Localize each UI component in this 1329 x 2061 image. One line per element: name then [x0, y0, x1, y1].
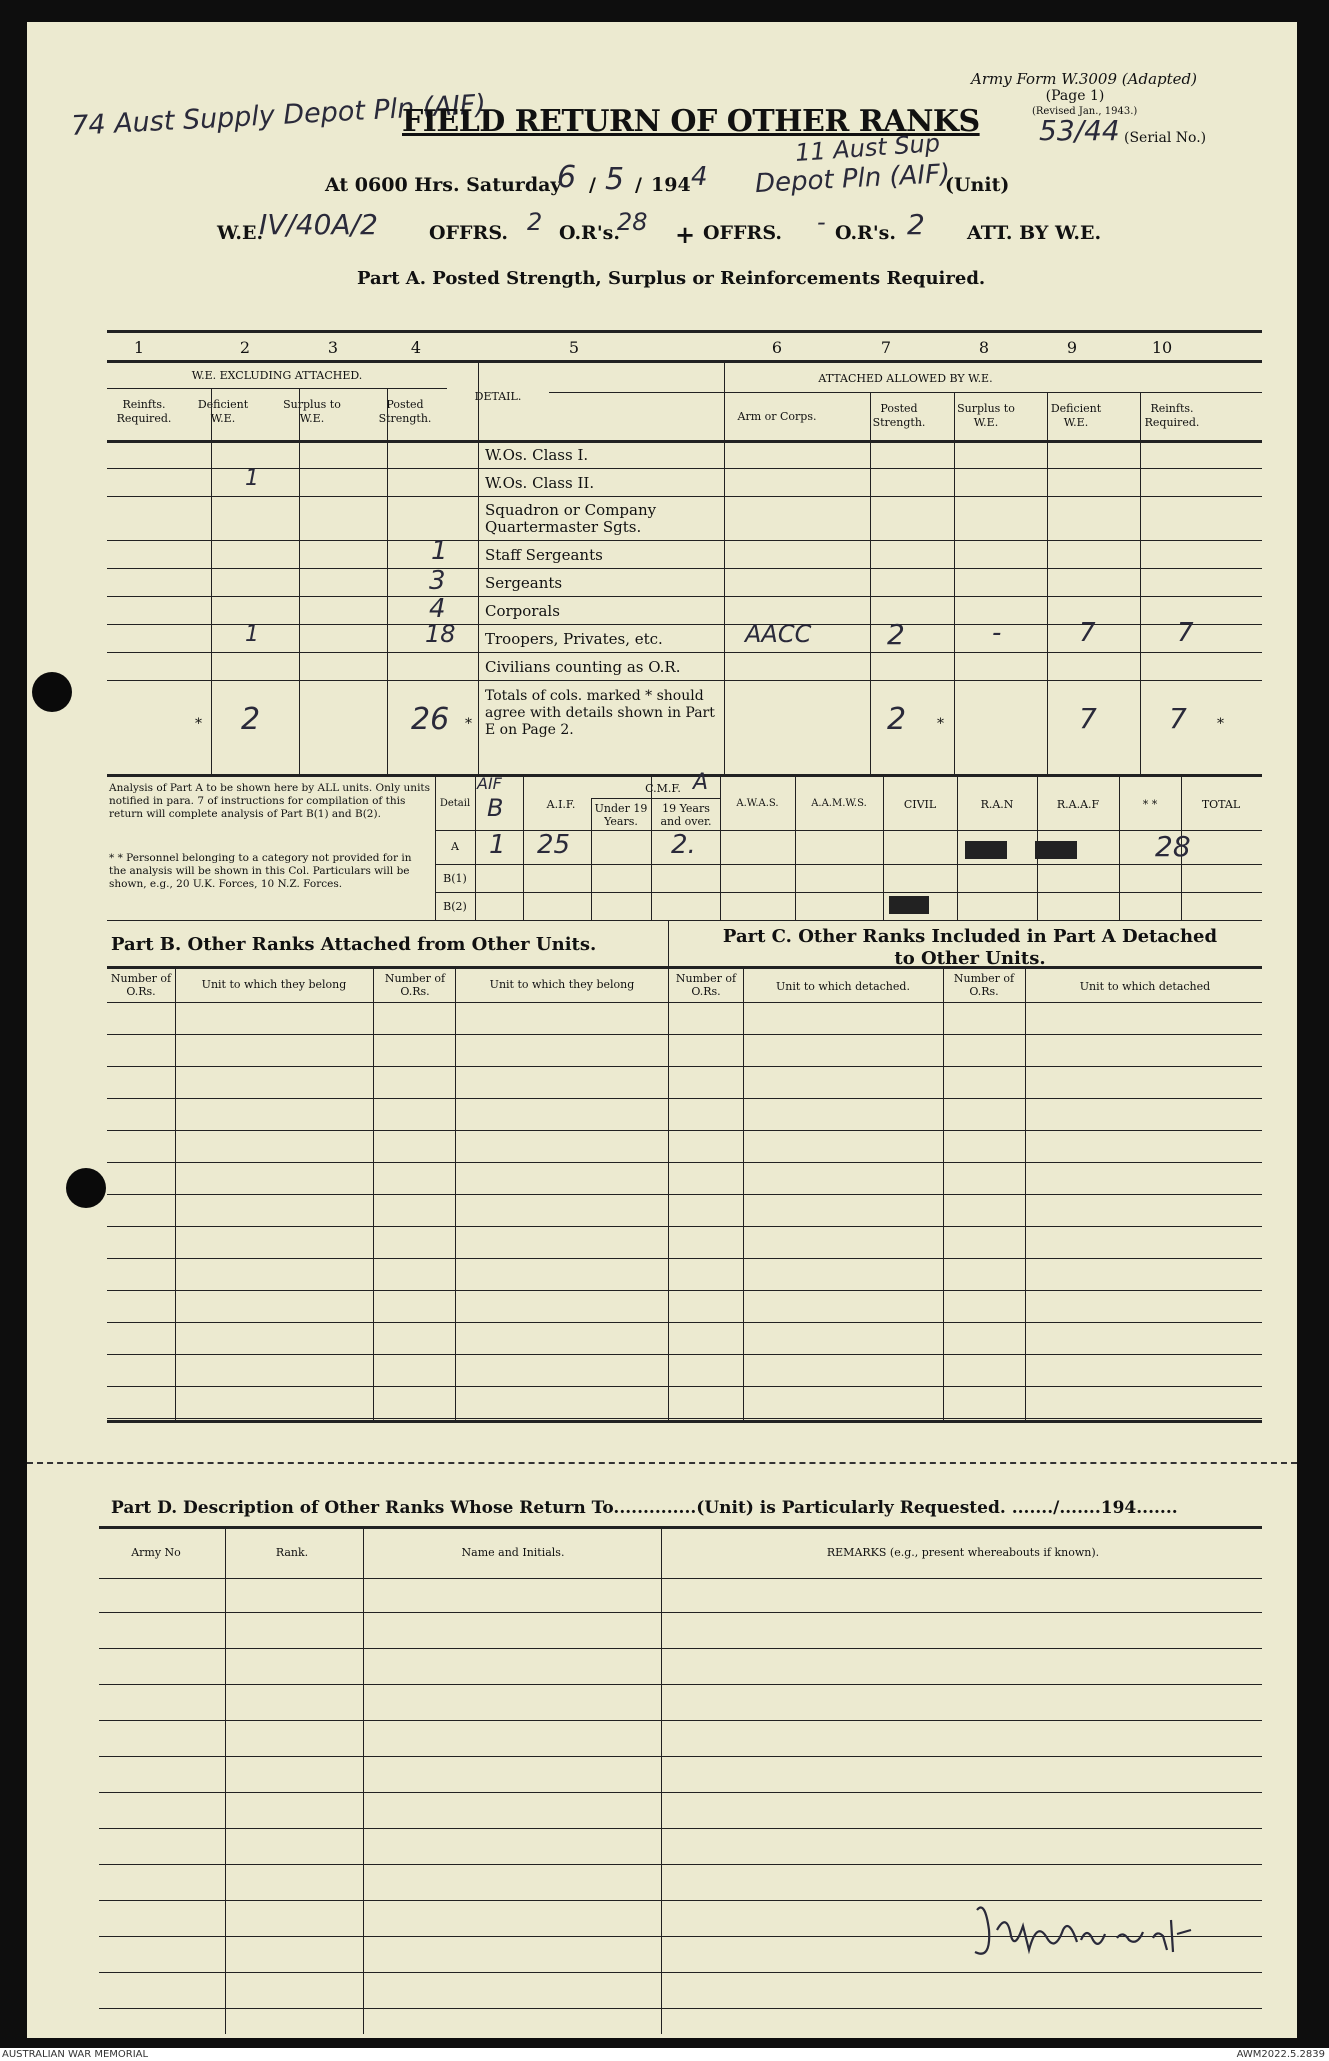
unit-handwritten-1: 11 Aust Sup [794, 128, 941, 168]
part-bc-ruled-line [107, 1034, 1262, 1035]
dashed-separator [27, 1462, 1297, 1464]
totals-star: * [937, 716, 944, 732]
part-a-body-top-rule [107, 440, 1262, 443]
offrs-label: OFFRS. [429, 222, 508, 244]
part-bc-ruled-line [107, 1322, 1262, 1323]
col-number-3: 3 [327, 338, 339, 357]
row-detail: Staff Sergeants [485, 546, 603, 564]
totals-star: * [465, 716, 472, 732]
row-detail: Sergeants [485, 574, 563, 592]
row-rule [107, 652, 1262, 653]
date-slash-2: / [635, 174, 642, 196]
part-d-vline [661, 1526, 662, 2034]
footer-right: AWM2022.5.2839 [1236, 2049, 1325, 2060]
unit-label: (Unit) [945, 174, 1010, 196]
ors2-value: 2 [907, 208, 925, 241]
part-bc-subheader-rule [107, 1002, 1262, 1003]
row-rule [107, 540, 1262, 541]
totals-att-posted-value: 2 [887, 702, 907, 737]
part-bc-ruled-line [107, 1066, 1262, 1067]
part-d-hdr-rank: Rank. [275, 1546, 309, 1559]
analysis-hdr-other: * * [1142, 798, 1158, 811]
part-a-vline [1047, 392, 1048, 774]
signature [967, 1890, 1207, 1970]
hdr-reinfts-required: Reinfts. Required. [116, 398, 172, 425]
part-d-ruled-line [99, 1720, 1262, 1721]
part-c-hdr-number-2: Number of O.Rs. [953, 972, 1015, 998]
we-excluding-header: W.E. EXCLUDING ATTACHED. [191, 369, 363, 382]
col-number-5: 5 [568, 338, 580, 357]
handwritten-unit-top: 74 Aust Supply Depot Pln (AIF) [70, 89, 487, 142]
part-d-vline [363, 1526, 364, 2034]
hdr-deficient-we: Deficient W.E. [197, 398, 249, 425]
analysis-a-19over-value: 2. [671, 830, 696, 860]
analysis-hdr-19over: 19 Years and over. [660, 802, 712, 828]
ors2-label: O.R's. [835, 222, 896, 244]
analysis-hdr-under19: Under 19 Years. [594, 802, 648, 828]
footer-left: AUSTRALIAN WAR MEMORIAL [2, 2049, 149, 2060]
offrs-value: 2 [527, 208, 543, 236]
part-a-header-rule [107, 360, 1262, 363]
part-bc-header-rule [107, 966, 1262, 969]
analysis-hdr-raaf: R.A.A.F [1056, 798, 1100, 811]
part-bc-ruled-line [107, 1162, 1262, 1163]
part-b-hdr-number-1: Number of O.Rs. [110, 972, 172, 998]
row-detail: Squadron or Company Quartermaster Sgts. [485, 501, 657, 536]
part-a-vline [870, 392, 871, 774]
revised-label: (Revised Jan., 1943.) [1032, 106, 1138, 117]
analysis-vline [651, 774, 652, 920]
form-sheet [27, 22, 1297, 2038]
col-number-6: 6 [771, 338, 783, 357]
we-label: W.E. [217, 222, 264, 244]
analysis-row-rule [435, 864, 1262, 865]
part-d-top-rule [99, 1526, 1262, 1529]
analysis-vline [883, 774, 884, 920]
part-a-bottom-rule [107, 774, 1262, 777]
totals-deficient-value: 2 [241, 702, 261, 737]
part-bc-ruled-line [107, 1098, 1262, 1099]
part-c-hdr-unit-2: Unit to which detached [1079, 980, 1211, 993]
row-posted-value: 3 [429, 566, 446, 596]
analysis-a-aif-value: 25 [537, 830, 571, 860]
part-d-ruled-line [99, 1684, 1262, 1685]
part-bc-ruled-line [107, 1194, 1262, 1195]
totals-att-reinfts-value: 7 [1169, 702, 1187, 735]
analysis-vline [795, 774, 796, 920]
date-day: 6 [557, 160, 577, 195]
army-form-label: Army Form W.3009 (Adapted) [971, 70, 1197, 88]
analysis-hdr-ran: R.A.N [980, 798, 1014, 811]
part-d-ruled-line [99, 1972, 1262, 1973]
form-title: FIELD RETURN OF OTHER RANKS [402, 104, 980, 139]
part-c-hdr-unit-1: Unit to which detached. [776, 980, 910, 993]
row-deficient-value: 1 [245, 622, 259, 647]
part-a-vline [478, 360, 479, 774]
analysis-a-total-value: 28 [1155, 830, 1191, 863]
part-bc-bottom-rule [107, 1420, 1262, 1423]
part-bc-ruled-line [107, 1258, 1262, 1259]
row-detail: W.Os. Class I. [485, 446, 589, 464]
part-bc-ruled-line [107, 1226, 1262, 1227]
analysis-row-label-b2: B(2) [443, 900, 467, 913]
row-att-surplus-value: - [992, 618, 1002, 648]
punch-hole-bottom [66, 1168, 106, 1208]
analysis-vline [720, 774, 721, 920]
part-b-hdr-unit-2: Unit to which they belong [489, 978, 635, 991]
totals-detail: Totals of cols. marked * should agree with details shown in Part E on Page 2. [485, 688, 715, 738]
unit-handwritten-2: Depot Pln (AIF) [754, 158, 951, 200]
row-att-deficient-value: 7 [1079, 618, 1096, 648]
serial-value: 53/44 [1039, 114, 1120, 147]
part-d-ruled-line [99, 1864, 1262, 1865]
part-c-hdr-number-1: Number of O.Rs. [675, 972, 737, 998]
cmf-rule [591, 798, 720, 799]
part-a-top-rule [107, 330, 1262, 333]
row-att-posted-value: 2 [887, 618, 905, 651]
ors-value: 28 [617, 208, 648, 236]
analysis-hdr-aamws: A.A.M.W.S. [811, 798, 867, 809]
we-value: IV/40A/2 [259, 208, 378, 241]
analysis-hdr-civil: CIVIL [903, 798, 937, 811]
analysis-a-detail-value: 1 [489, 830, 506, 860]
we-sub-rule [107, 388, 447, 389]
analysis-vline [475, 774, 476, 920]
part-b-hdr-unit-1: Unit to which they belong [201, 978, 347, 991]
row-detail: Troopers, Privates, etc. [485, 630, 663, 648]
page-label: (Page 1) [1045, 88, 1105, 104]
hdr-att-surplus: Surplus to W.E. [957, 402, 1015, 429]
civil-redaction [889, 896, 929, 914]
part-a-vline [299, 388, 300, 774]
part-c-title-1: Part C. Other Ranks Included in Part A Detached [722, 926, 1218, 947]
year-digit: 4 [691, 162, 708, 192]
hdr-att-posted: Posted Strength. [872, 402, 926, 429]
analysis-hdr-total: TOTAL [1201, 798, 1241, 811]
part-bc-ruled-line [107, 1290, 1262, 1291]
part-d-ruled-line [99, 1756, 1262, 1757]
part-bc-ruled-line [107, 1130, 1262, 1131]
attached-allowed-header: ATTACHED ALLOWED BY W.E. [818, 372, 993, 385]
cmf-a-handwritten: A [693, 770, 709, 795]
part-a-vline [724, 360, 725, 774]
part-b-hdr-number-2: Number of O.Rs. [384, 972, 446, 998]
year-prefix: 194 [651, 174, 691, 196]
part-a-vline [954, 392, 955, 774]
hdr-surplus-we: Surplus to W.E. [283, 398, 341, 425]
part-d-header-rule [99, 1578, 1262, 1579]
part-bc-ruled-line [107, 1386, 1262, 1387]
part-bc-ruled-line [107, 1354, 1262, 1355]
hdr-posted-strength: Posted Strength. [378, 398, 432, 425]
analysis-vline [1119, 774, 1120, 920]
row-rule [107, 468, 1262, 469]
offrs2-label: OFFRS. [703, 222, 782, 244]
part-a-vline [1140, 392, 1141, 774]
row-detail: Civilians counting as O.R. [485, 658, 681, 676]
analysis-vline [591, 798, 592, 920]
col-number-10: 10 [1151, 338, 1173, 357]
analysis-note: Analysis of Part A to be shown here by ALL units. Only units notified in para. 7 of instructions for compilation of this return will complete analysis of Part B(1) and B(2). [109, 782, 431, 820]
part-d-hdr-remarks: REMARKS (e.g., present whereabouts if known). [826, 1546, 1100, 1559]
hdr-arm-corps: Arm or Corps. [737, 410, 817, 423]
part-b-title: Part B. Other Ranks Attached from Other Units. [111, 934, 597, 955]
row-posted-value: 1 [431, 536, 448, 566]
row-detail: Corporals [485, 602, 560, 620]
part-a-title: Part A. Posted Strength, Surplus or Reinforcements Required. [357, 268, 986, 289]
analysis-hdr-awas: A.W.A.S. [736, 798, 779, 809]
col-number-1: 1 [133, 338, 145, 357]
col-number-8: 8 [978, 338, 990, 357]
part-bc-ruled-line [107, 1418, 1262, 1419]
part-a-vline [211, 388, 212, 774]
part-d-hdr-army-no: Army No [131, 1546, 181, 1559]
part-d-ruled-line [99, 1612, 1262, 1613]
row-rule [107, 568, 1262, 569]
row-arm-corps-value: AACC [745, 620, 812, 648]
col-number-7: 7 [880, 338, 892, 357]
col-number-4: 4 [410, 338, 422, 357]
col-number-2: 2 [239, 338, 251, 357]
analysis-hdr-cmf: C.M.F. [645, 782, 681, 795]
att-label: ATT. BY W.E. [967, 222, 1102, 244]
part-d-ruled-line [99, 1792, 1262, 1793]
totals-posted-value: 26 [411, 702, 450, 737]
analysis-row-label-b1: B(1) [443, 872, 467, 885]
hdr-att-deficient: Deficient W.E. [1050, 402, 1102, 429]
analysis-vline [957, 774, 958, 920]
personnel-note: * * Personnel belonging to a category not provided for in the analysis will be shown in this Col. Particulars will be shown, e.g., 20 U.K. Forces, 10 N.Z. Forces. [109, 852, 412, 890]
analysis-vline [523, 774, 524, 920]
col-number-9: 9 [1066, 338, 1078, 357]
at-hours-line: At 0600 Hrs. Saturday [325, 174, 562, 196]
date-month: 5 [605, 162, 625, 197]
ran-redaction [965, 841, 1007, 859]
part-bc-top-rule [107, 920, 1262, 921]
row-rule [107, 596, 1262, 597]
analysis-hdr-detail: Detail [439, 798, 471, 809]
part-d-title: Part D. Description of Other Ranks Whose Return To..............(Unit) is Particularly Requested. ......./.......194....... [111, 1498, 1178, 1518]
ors-label: O.R's. [559, 222, 620, 244]
row-att-reinfts-value: 7 [1177, 618, 1194, 648]
aif-handwritten: AIF [477, 774, 502, 793]
row-rule [107, 680, 1262, 681]
part-c-title-2: to Other Units. [894, 948, 1046, 969]
analysis-row-rule [435, 892, 1262, 893]
row-posted-value: 4 [429, 594, 446, 624]
date-slash-1: / [589, 174, 596, 196]
hdr-att-reinfts: Reinfts. Required. [1144, 402, 1200, 429]
plus-sign: + [675, 220, 696, 249]
part-d-ruled-line [99, 2008, 1262, 2009]
totals-star: * [1217, 716, 1224, 732]
row-posted-value: 18 [425, 620, 456, 648]
part-d-ruled-line [99, 1648, 1262, 1649]
totals-star: * [195, 716, 202, 732]
att-sub-rule [549, 392, 1262, 393]
totals-att-deficient-value: 7 [1079, 702, 1097, 735]
b-handwritten: B [487, 794, 504, 822]
row-detail: W.Os. Class II. [485, 474, 595, 492]
row-deficient-value: 1 [245, 466, 259, 491]
punch-hole-top [32, 672, 72, 712]
analysis-row-label-a: A [451, 840, 459, 853]
analysis-hdr-aif: A.I.F. [546, 798, 576, 811]
row-rule [107, 496, 1262, 497]
serial-label: (Serial No.) [1124, 130, 1207, 146]
part-d-hdr-name: Name and Initials. [461, 1546, 565, 1559]
raaf-redaction [1035, 841, 1077, 859]
detail-header: DETAIL. [474, 390, 522, 403]
part-d-ruled-line [99, 1828, 1262, 1829]
offrs2-value: - [817, 208, 826, 236]
part-a-vline [387, 388, 388, 774]
part-d-vline [225, 1526, 226, 2034]
